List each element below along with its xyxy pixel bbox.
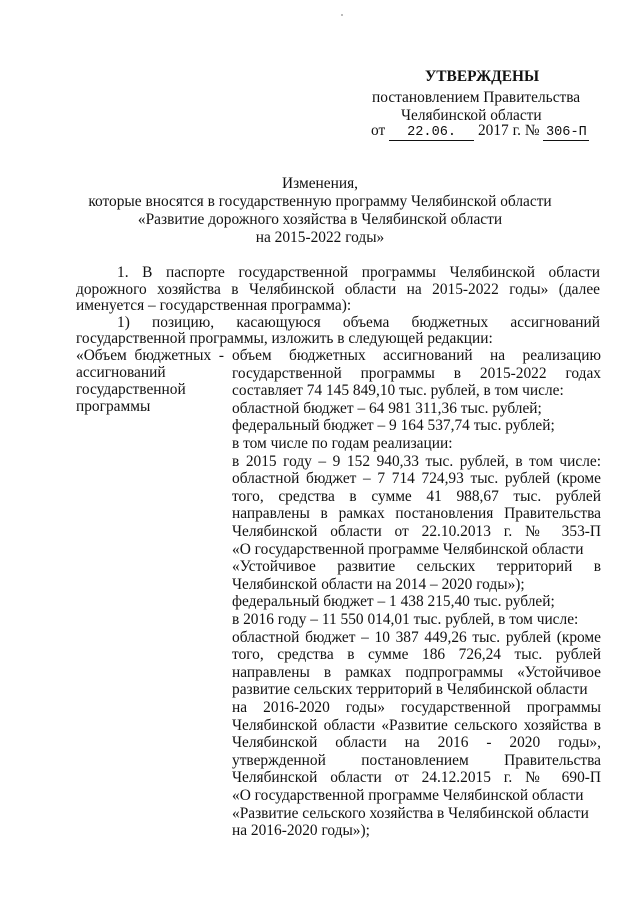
right-col-line: составляет 74 145 849,10 тыс. рублей, в том числе:	[232, 382, 564, 400]
heading-line1: Изменения,	[281, 175, 358, 192]
right-col-line: Челябинской области «Развитие сельского хозяйства в	[232, 716, 601, 734]
heading-line4: на 2015-2022 годы»	[255, 229, 385, 246]
left-col-line: «Объем бюджетных -	[76, 347, 224, 364]
right-col-line: того, средства в сумме 41 988,67 тыс. рублей	[232, 487, 601, 505]
right-col-line: того, средства в сумме 186 726,24 тыс. рублей	[232, 646, 601, 664]
approval-title: УТВЕРЖДЕНЫ	[425, 68, 540, 85]
right-col-line: направлены в рамках постановления Правительства	[232, 505, 601, 523]
scan-speck	[341, 14, 343, 16]
right-col-line: «О государственной программе Челябинской области	[232, 540, 584, 558]
right-col-line: в том числе по годам реализации:	[232, 435, 453, 452]
left-col-line: ассигнований	[76, 364, 166, 381]
decree-number: 306-П	[543, 126, 589, 141]
approval-line1: постановлением Правительства	[372, 89, 581, 106]
right-col-line: областной бюджет – 64 981 311,36 тыс. рублей;	[232, 399, 542, 417]
right-col-line: объем бюджетных ассигнований на реализацию	[232, 347, 601, 364]
left-col-line: государственной	[76, 381, 186, 398]
date-year: 2017 г. №	[477, 122, 540, 139]
right-col-line: Челябинской области от 22.10.2013 г. № 353-П	[232, 523, 601, 540]
right-col-line: областной бюджет – 10 387 449,26 тыс. рублей (кроме	[232, 628, 601, 646]
para2-line: государственной программы, изложить в следующей редакции:	[76, 330, 493, 347]
right-col-line: государственной программы в 2015-2022 годах	[232, 364, 601, 382]
right-col-line: федеральный бюджет – 1 438 215,40 тыс. рублей;	[232, 593, 555, 611]
right-col-line: в 2015 году – 9 152 940,33 тыс. рублей, в том числе:	[232, 452, 601, 470]
date-value: 22.06.	[389, 126, 474, 141]
right-col-line: Челябинской области от 24.12.2015 г. № 690-П	[232, 769, 601, 787]
right-col-line: Челябинской области на 2016 - 2020 годы»,	[232, 734, 601, 752]
right-col-line: развитие сельских территорий в Челябинской области	[232, 681, 588, 699]
para1-line: именуется – государственная программа):	[76, 297, 352, 314]
right-col-line: утвержденной постановлением Правительства	[232, 751, 601, 769]
para1-line: 1. В паспорте государственной программы Челябинской области	[117, 264, 600, 281]
right-col-line: «Устойчивое развитие сельских территорий в	[232, 558, 601, 576]
approval-date-line	[371, 122, 589, 141]
right-col-line: направлены в рамках подпрограммы «Устойчивое	[232, 663, 601, 681]
heading-line2: которые вносятся в государственную программу Челябинской области	[88, 193, 552, 210]
right-col-line: Челябинской области на 2014 – 2020 годы»);	[232, 575, 525, 593]
right-col-line: федеральный бюджет – 9 164 537,74 тыс. рублей;	[232, 417, 555, 435]
right-col-line: в 2016 году – 11 550 014,01 тыс. рублей, в том числе:	[232, 611, 579, 628]
right-col-line: «Развитие сельского хозяйства в Челябинской области	[232, 804, 589, 822]
right-col-line: областной бюджет – 7 714 724,93 тыс. рублей (кроме	[232, 470, 601, 488]
right-col-line: на 2016-2020 годы» государственной программы	[232, 699, 601, 716]
left-col-line: программы	[76, 398, 151, 415]
right-col-line: «О государственной программе Челябинской области	[232, 787, 584, 804]
date-prefix: от	[371, 122, 386, 139]
para1-line: дорожного хозяйства в Челябинской области на 2015-2022 годы» (далее	[76, 281, 600, 298]
heading-line3: «Развитие дорожного хозяйства в Челябинской области	[137, 211, 503, 228]
approval-line2: Челябинской области	[401, 107, 542, 124]
right-col-line: на 2016-2020 годы»);	[232, 822, 370, 840]
para2-line: 1) позицию, касающуюся объема бюджетных ассигнований	[117, 314, 600, 331]
